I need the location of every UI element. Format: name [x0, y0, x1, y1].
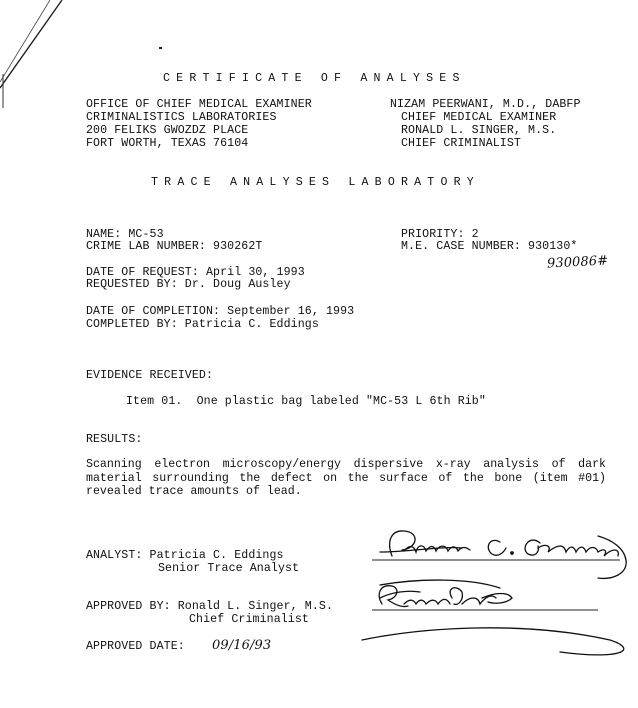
results-heading: RESULTS: [86, 433, 143, 446]
priority: PRIORITY: 2 [401, 228, 479, 241]
official-line: NIZAM PEERWANI, M.D., DABFP [390, 98, 581, 111]
approved-date-value: 09/16/93 [212, 638, 272, 653]
office-line: FORT WORTH, TEXAS 76104 [86, 137, 249, 150]
lab-heading: TRACE ANALYSES LABORATORY [151, 176, 480, 189]
evidence-heading: EVIDENCE RECEIVED: [86, 369, 214, 382]
results-text: Scanning electron microscopy/energy dispersive x-ray analysis of dark material surrounding the defect on the surface of the bone (item #01) revealed trace amounts of lead. [86, 458, 606, 499]
date-of-completion: DATE OF COMPLETION: September 16, 1993 [86, 305, 355, 318]
document-title: CERTIFICATE OF ANALYSES [163, 72, 466, 85]
office-line: OFFICE OF CHIEF MEDICAL EXAMINER [86, 98, 312, 111]
approved-date-label: APPROVED DATE: [86, 640, 185, 653]
office-line: CRIMINALISTICS LABORATORIES [86, 111, 277, 124]
official-line: CHIEF CRIMINALIST [401, 137, 521, 150]
analyst-title: Senior Trace Analyst [158, 562, 300, 575]
approved-title: Chief Criminalist [189, 613, 309, 626]
official-line: RONALD L. SINGER, M.S. [401, 124, 557, 137]
crime-lab-number: CRIME LAB NUMBER: 930262T [86, 240, 263, 253]
date-of-request: DATE OF REQUEST: April 30, 1993 [86, 266, 305, 279]
approved-by: APPROVED BY: Ronald L. Singer, M.S. [86, 600, 334, 613]
office-line: 200 FELIKS GWOZDZ PLACE [86, 124, 249, 137]
official-line: CHIEF MEDICAL EXAMINER [401, 111, 557, 124]
requested-by: REQUESTED BY: Dr. Doug Ausley [86, 278, 291, 291]
evidence-item: Item 01. One plastic bag labeled "MC-53 L 6th Rib" [126, 395, 486, 408]
case-name: NAME: MC-53 [86, 228, 164, 241]
analyst: ANALYST: Patricia C. Eddings [86, 549, 284, 562]
handwritten-case-number: 930086# [546, 253, 609, 272]
completed-by: COMPLETED BY: Patricia C. Eddings [86, 318, 319, 331]
me-case-number: M.E. CASE NUMBER: 930130* [401, 240, 578, 253]
